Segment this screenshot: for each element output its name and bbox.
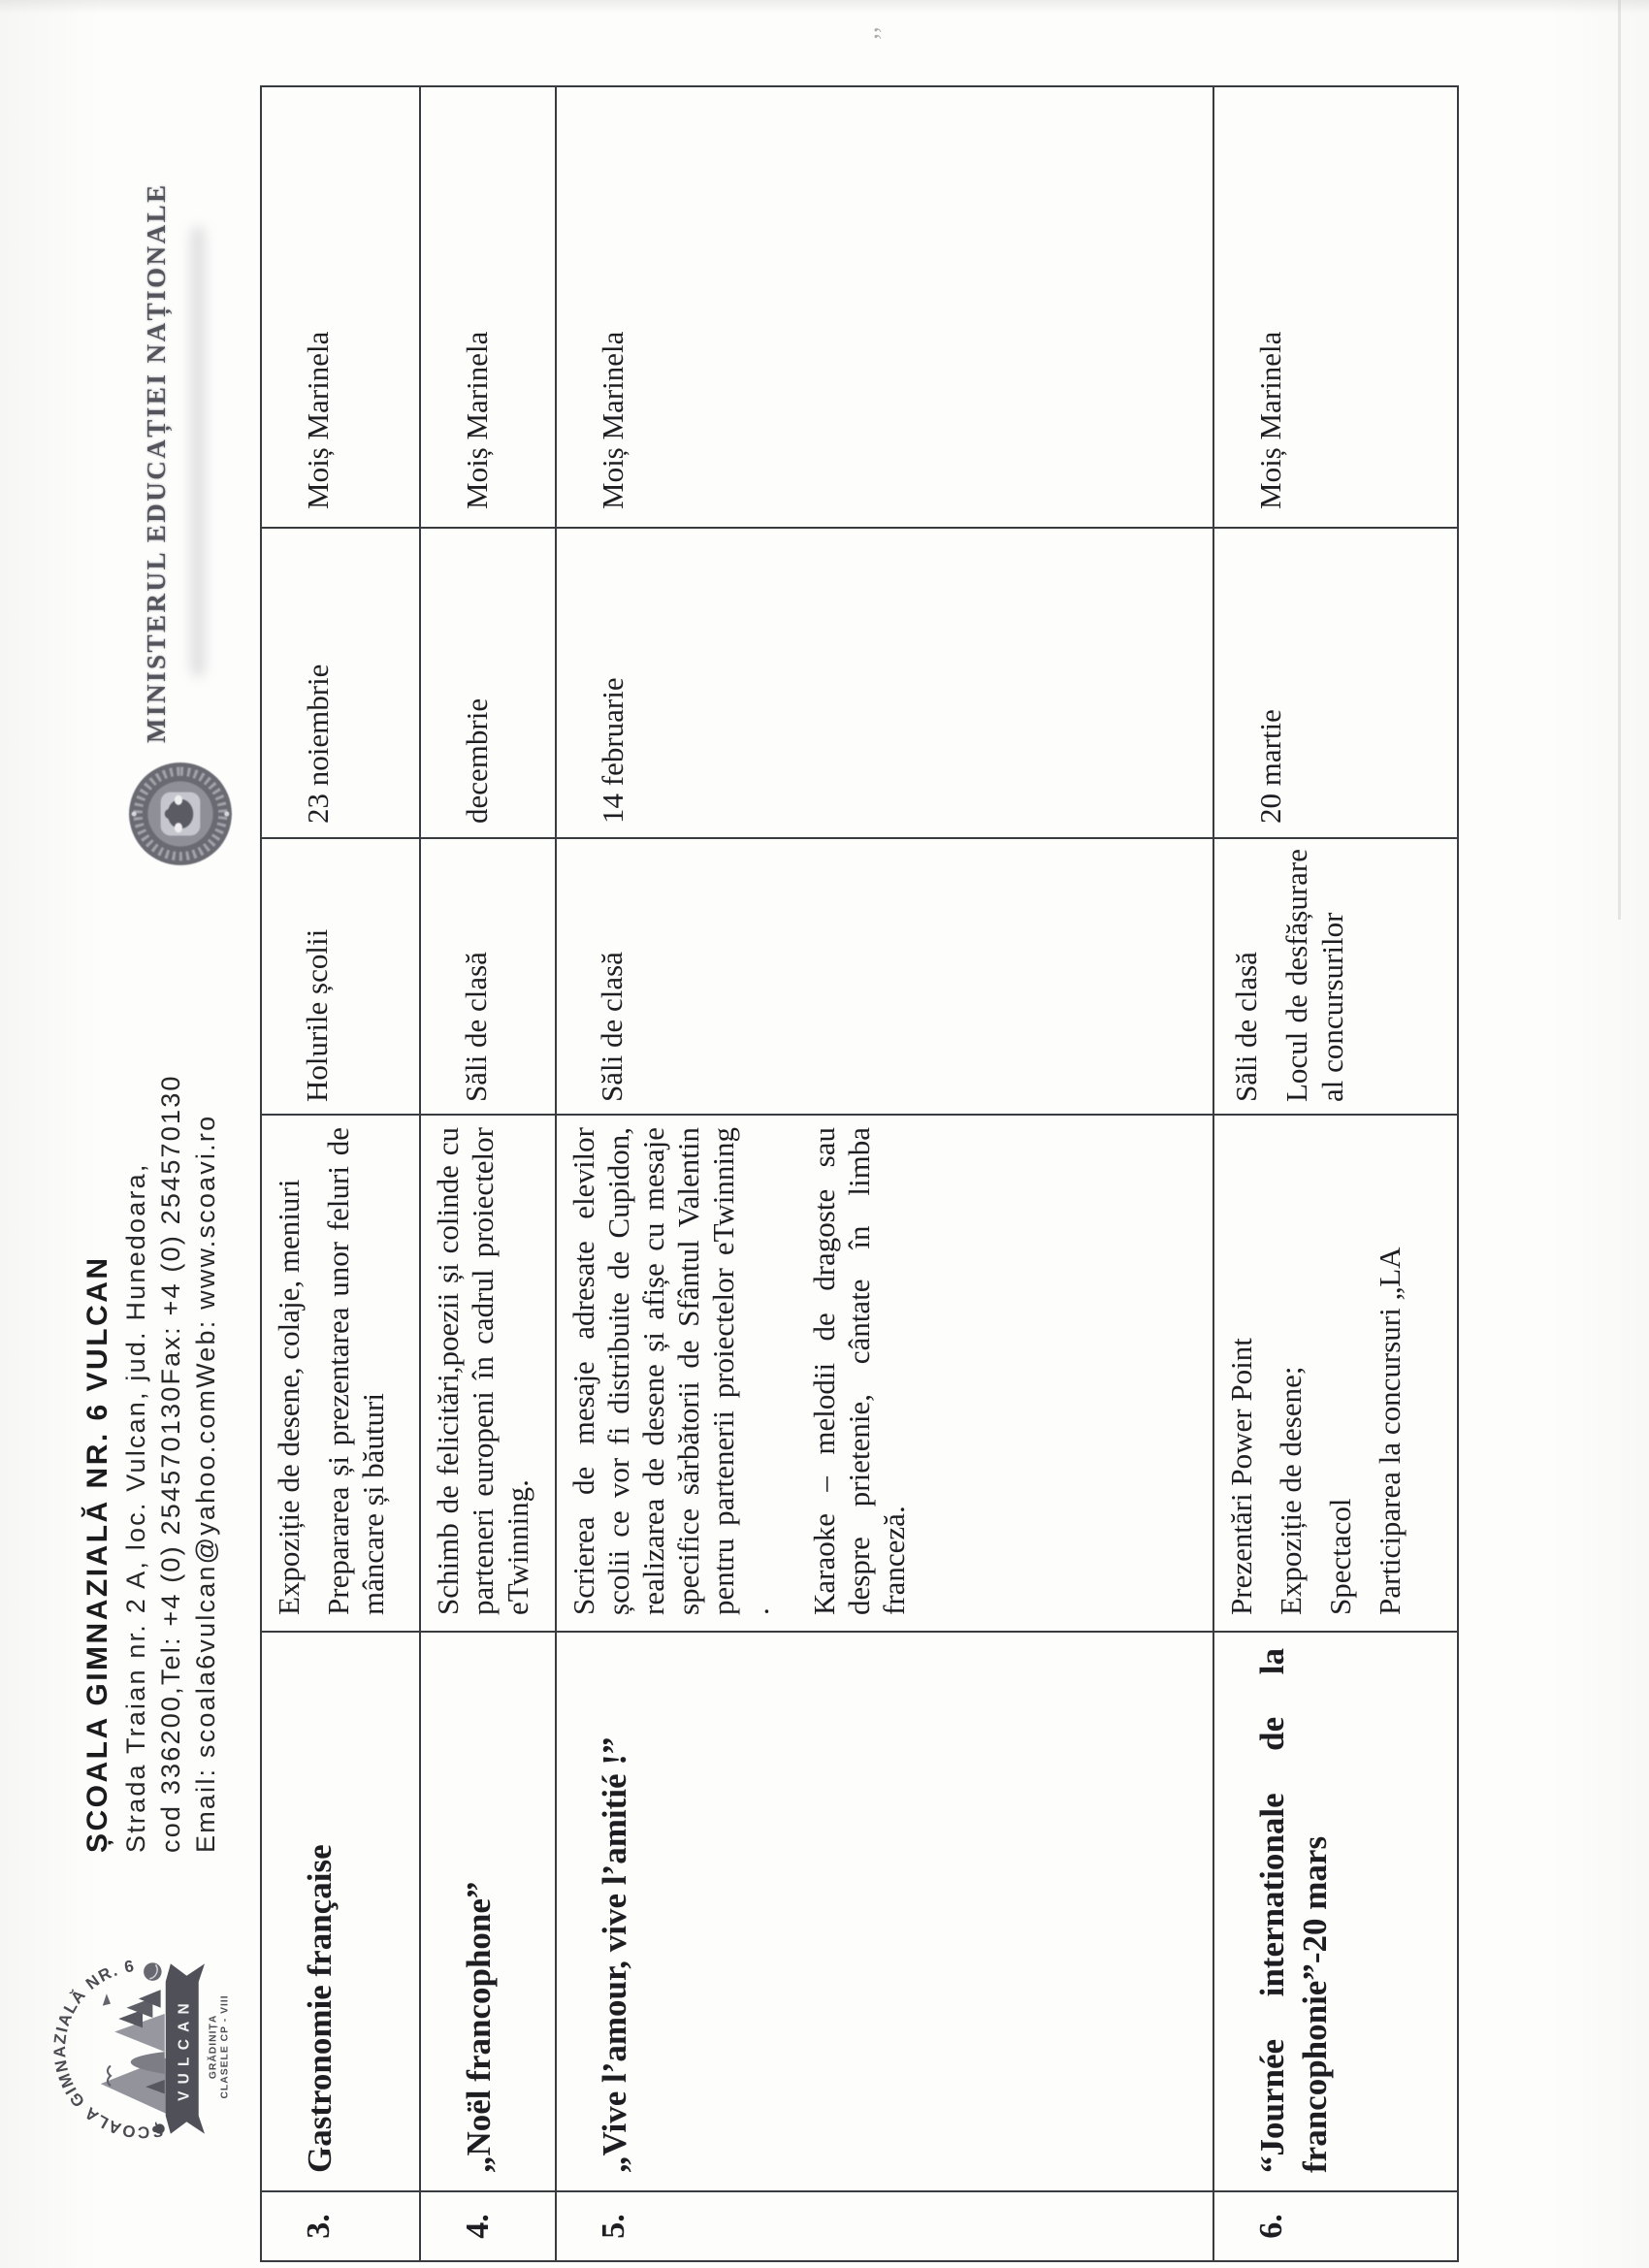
location-paragraph: Săli de clasă xyxy=(459,952,493,1102)
address-line: Strada Traian nr. 2 A, loc. Vulcan, jud. Hunedoara, xyxy=(121,1162,150,1853)
cell-location xyxy=(261,838,420,1115)
table-row xyxy=(420,86,556,2261)
mountains-icon xyxy=(101,1990,167,2114)
cell-activity: „Noël francophone” xyxy=(420,1632,556,2191)
cell-description xyxy=(556,1115,1213,1632)
desc-paragraph: Karaoke – melodii de dragoste sau despre prietenie, cântate în limba franceză. xyxy=(807,1127,911,1615)
plane-icon xyxy=(103,1993,111,2005)
cell-date: decembrie xyxy=(420,528,556,838)
activities-table xyxy=(260,85,1459,2262)
desc-paragraph: Prepararea și prezentarea unor feluri de mâncare și băuturi xyxy=(321,1127,390,1615)
cell-nr: 5. xyxy=(556,2191,1213,2261)
logo-subline: GRĂDINIȚA xyxy=(208,2014,219,2080)
cell-location xyxy=(556,838,1213,1115)
address-line: cod 336200,Tel: +4 (0) 254570130Fax: +4 (0) 254570130 xyxy=(156,1074,185,1853)
cell-description xyxy=(420,1115,556,1632)
svg-text:ȘCOALA GIMNAZIALĂ NR. 6 xyxy=(50,1957,165,2142)
ministry-seal-icon xyxy=(126,760,235,868)
desc-paragraph: Participarea la concursuri „LA xyxy=(1373,1247,1406,1615)
address-line: Email: scoala6vulcan@yahoo.comWeb: www.scoavi.ro xyxy=(191,1114,220,1853)
location-paragraph: Săli de clasă xyxy=(1229,952,1263,1102)
cell-location xyxy=(420,838,556,1115)
desc-paragraph: Prezentări Power Point xyxy=(1224,1338,1258,1615)
school-logo xyxy=(47,1954,237,2144)
location-paragraph: Săli de clasă xyxy=(595,952,629,1102)
cell-location xyxy=(1213,838,1458,1115)
cell-responsible: Moiș Marinela xyxy=(556,86,1213,528)
desc-paragraph: Schimb de felicitări,poezii și colinde cu parteneri europeni în cadrul proiectelor eTwinning. xyxy=(431,1127,534,1615)
cell-nr: 4. xyxy=(420,2191,556,2261)
cell-responsible: Moiș Marinela xyxy=(261,86,420,528)
cell-description xyxy=(261,1115,420,1632)
location-paragraph: Locul de desfășurare al concursurilor xyxy=(1279,849,1349,1102)
table-row xyxy=(1213,86,1458,2261)
cell-activity: „Vive l’amour, vive l’amitié !” xyxy=(556,1632,1213,2191)
location-paragraph: Holurile școlii xyxy=(300,928,334,1102)
table-row xyxy=(261,86,420,2261)
cell-responsible: Moiș Marinela xyxy=(1213,86,1458,528)
school-name: ȘCOALA GIMNAZIALĂ NR. 6 VULCAN xyxy=(81,1255,113,1853)
cell-nr: 6. xyxy=(1213,2191,1458,2261)
desc-paragraph: Scrierea de mesaje adresate elevilor școlii ce vor fi distribuite de Cupidon, realizarea de desene și afișe cu mesaje specifice sărbătorii de Sfântul Valentin pentru partenerii proiectelor eTwinning . xyxy=(566,1127,775,1615)
desc-paragraph: Expoziție de desene; xyxy=(1274,1366,1308,1615)
logo-ribbon xyxy=(166,1963,205,2133)
scan-speck: ’’ xyxy=(869,25,897,41)
ministry-name: MINISTERUL EDUCAȚIEI NAȚIONALE xyxy=(142,182,171,743)
desc-paragraph: Spectacol xyxy=(1323,1498,1357,1615)
cell-date: 23 noiembrie xyxy=(261,528,420,838)
cell-responsible: Moiș Marinela xyxy=(420,86,556,528)
school-header xyxy=(81,1074,226,1853)
cell-date: 14 februarie xyxy=(556,528,1213,838)
cell-nr: 3. xyxy=(261,2191,420,2261)
cell-description xyxy=(1213,1115,1458,1632)
desc-paragraph: Expoziție de desene, colaje, meniuri xyxy=(272,1179,306,1615)
scan-smudge xyxy=(190,226,206,677)
logo-banner-text: VULCAN xyxy=(176,1996,193,2101)
cell-activity: “Journée internationale de la francophonie”-20 mars xyxy=(1213,1632,1458,2191)
logo-arc-text: ȘCOALA GIMNAZIALĂ NR. 6 xyxy=(50,1956,165,2142)
scan-streak xyxy=(1618,0,1621,920)
cell-date: 20 martie xyxy=(1213,528,1458,838)
logo-subline: CLASELE CP - VIII xyxy=(219,1994,231,2099)
cell-activity: Gastronomie française xyxy=(261,1632,420,2191)
table-row xyxy=(556,86,1213,2261)
